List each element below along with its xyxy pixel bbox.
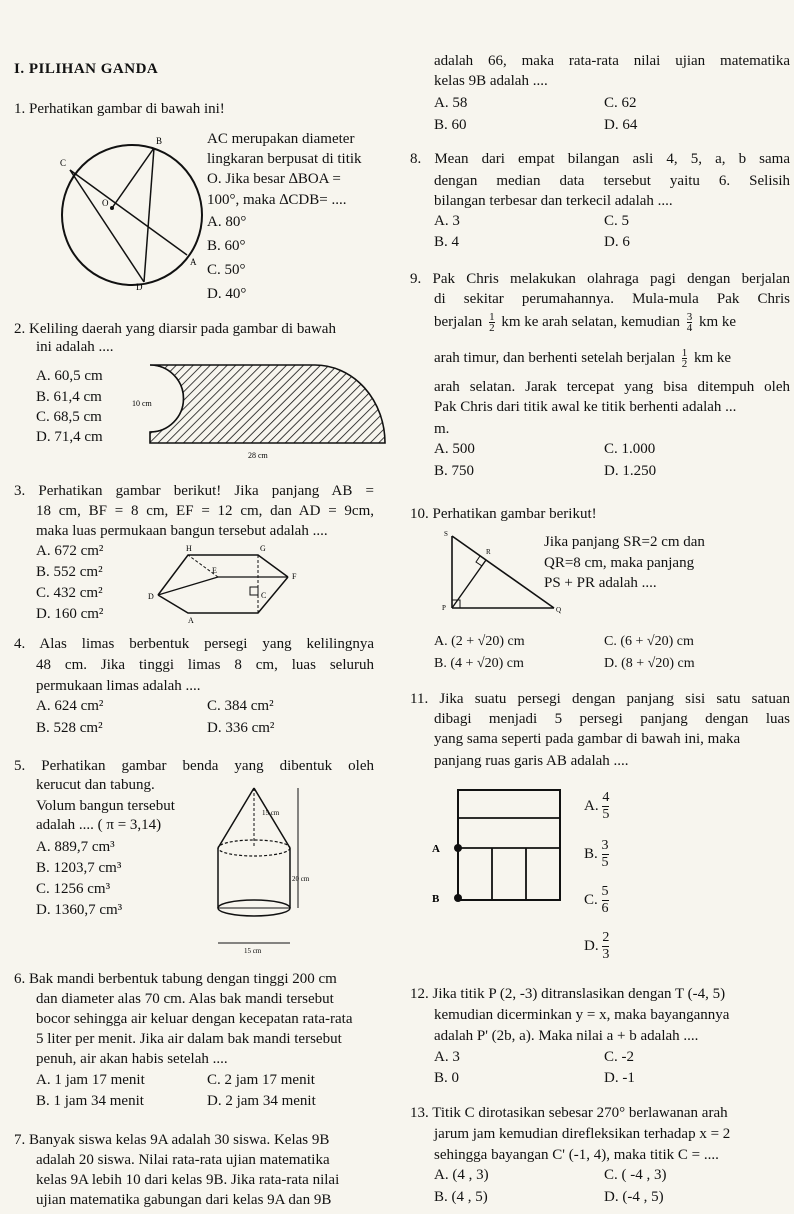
q5-cone-cylinder-figure — [212, 783, 322, 958]
q12-option-d[interactable]: D. -1 — [604, 1070, 635, 1086]
chord-cd — [70, 170, 144, 282]
q1-text-line: lingkaran berpusat di titik — [207, 151, 362, 167]
q9-line-3 — [434, 312, 736, 333]
q10-stem: 10. Perhatikan gambar berikut! — [410, 506, 597, 522]
q3-option-c[interactable]: C. 432 cm² — [36, 585, 103, 601]
q8-line: bilangan terbesar dan terkecil adalah .... — [434, 193, 673, 209]
fraction-denominator: 2 — [681, 358, 688, 370]
q3-line: 3. Perhatikan gambar berikut! Jika panjang AB = — [14, 483, 374, 499]
q12-line: adalah P' (2b, a). Maka nilai a + b adalah .... — [434, 1028, 699, 1044]
q10-option-a[interactable]: A. (2 + √20) cm — [434, 634, 525, 649]
q8-option-d[interactable]: D. 6 — [604, 234, 630, 250]
q7-line: kelas 9A lebih 10 dari kelas 9B. Jika rata-rata nilai — [36, 1172, 340, 1188]
q9-text: berjalan — [434, 313, 483, 330]
q3-line: maka luas permukaan bangun tersebut adalah .... — [36, 523, 328, 539]
option-letter: A. — [584, 797, 599, 814]
label-c: C — [261, 591, 267, 600]
q11-line: dibagi menjadi 5 persegi panjang dengan luas — [434, 711, 790, 727]
fraction-denominator: 3 — [602, 947, 610, 962]
label-d: D — [136, 282, 143, 292]
q9-line-4 — [434, 348, 731, 369]
q6-line: 5 liter per menit. Jika air dalam bak mandi tersebut — [36, 1031, 342, 1047]
q1-option-d[interactable]: D. 40° — [207, 286, 247, 302]
q10-option-c[interactable]: C. (6 + √20) cm — [604, 634, 694, 649]
label-c: C — [60, 158, 67, 168]
label-b: B — [156, 136, 163, 146]
q13-line: jarum jam kemudian direfleksikan terhadap x = 2 — [434, 1126, 731, 1142]
q9-text: km ke — [693, 349, 732, 366]
q10-option-d[interactable]: D. (8 + √20) cm — [604, 656, 695, 671]
label-base: 15 cm — [244, 947, 262, 955]
q13-option-a[interactable]: A. (4 , 3) — [434, 1167, 489, 1183]
diameter-ac — [70, 170, 187, 255]
q6-option-a[interactable]: A. 1 jam 17 menit — [36, 1072, 145, 1088]
label-h: H — [186, 544, 192, 553]
q5-line: kerucut dan tabung. — [36, 777, 155, 793]
q10-option-b[interactable]: B. (4 + √20) cm — [434, 656, 524, 671]
q7-option-b[interactable]: B. 60 — [434, 117, 467, 133]
label-a: A — [188, 616, 194, 625]
q7-cont-line: kelas 9B adalah .... — [434, 73, 548, 89]
q11-line: panjang ruas garis AB adalah .... — [434, 753, 629, 769]
q7-option-c[interactable]: C. 62 — [604, 95, 637, 111]
q4-line: permukaan limas adalah .... — [36, 678, 201, 694]
q12-option-b[interactable]: B. 0 — [434, 1070, 460, 1086]
label-s: S — [444, 530, 448, 538]
q7-line: adalah 20 siswa. Nilai rata-rata ujian matematika — [36, 1152, 330, 1168]
q6-line: penuh, air akan habis setelah .... — [36, 1051, 228, 1067]
q1-option-c[interactable]: C. 50° — [207, 262, 246, 278]
q4-line: 48 cm. Jika tinggi limas 8 cm, luas seluruh — [36, 657, 374, 673]
q1-text-line: 100°, maka ∆CDB= .... — [207, 192, 347, 208]
q11-option-a[interactable] — [584, 790, 609, 823]
label-a: A — [190, 257, 197, 267]
q3-option-d[interactable]: D. 160 cm² — [36, 606, 104, 622]
section-title: I. PILIHAN GANDA — [14, 61, 159, 77]
q3-option-b[interactable]: B. 552 cm² — [36, 564, 103, 580]
q4-option-a[interactable]: A. 624 cm² — [36, 698, 104, 714]
q7-option-d[interactable]: D. 64 — [604, 117, 638, 133]
q2-option-b[interactable]: B. 61,4 cm — [36, 389, 102, 405]
q1-text-line: AC merupakan diameter — [207, 131, 355, 147]
label-f: F — [292, 572, 297, 581]
label-p: P — [442, 604, 446, 612]
fraction-denominator: 6 — [601, 901, 609, 916]
q12-option-a[interactable]: A. 3 — [434, 1049, 460, 1065]
q6-option-c[interactable]: C. 2 jam 17 menit — [207, 1072, 315, 1088]
label-b: B — [432, 893, 440, 905]
q9-line: m. — [434, 421, 450, 437]
q6-line: bocor sehingga air keluar dengan kecepatan rata-rata — [36, 1011, 353, 1027]
option-letter: B. — [584, 845, 598, 862]
q8-line: dengan median data tersebut yaitu 6. Selisih — [434, 173, 790, 189]
q6-line: 6. Bak mandi berbentuk tabung dengan tinggi 200 cm — [14, 971, 337, 987]
q5-line: 5. Perhatikan gambar benda yang dibentuk oleh — [14, 758, 374, 774]
q11-option-d[interactable] — [584, 930, 609, 963]
q12-option-c[interactable]: C. -2 — [604, 1049, 634, 1065]
label-a: A — [432, 843, 440, 855]
option-fraction — [602, 884, 609, 917]
label-width: 28 cm — [248, 451, 268, 460]
fraction-denominator: 5 — [601, 855, 609, 870]
fraction-numerator: 4 — [602, 790, 610, 805]
label-d: D — [148, 592, 154, 601]
q8-option-a[interactable]: A. 3 — [434, 213, 460, 229]
shaded-region — [150, 365, 385, 443]
label-q: Q — [556, 606, 562, 614]
label-height: 10 cm — [132, 399, 152, 408]
q12-line: kemudian dicerminkan y = x, maka bayangannya — [434, 1007, 730, 1023]
q13-line: sehingga bayangan C' (-1, 4), maka titik C = .... — [434, 1147, 719, 1163]
fraction-numerator: 1 — [489, 311, 495, 323]
q5-line: Volum bangun tersebut — [36, 798, 175, 814]
option-letter: D. — [584, 937, 599, 954]
q7-option-a[interactable]: A. 58 — [434, 95, 468, 111]
q10-text-line: Jika panjang SR=2 cm dan — [544, 534, 705, 550]
q9-option-d[interactable]: D. 1.250 — [604, 463, 657, 479]
center-point — [110, 206, 114, 210]
fraction-numerator: 3 — [686, 311, 693, 323]
q7-cont-line: adalah 66, maka rata-rata nilai ujian matematika — [434, 53, 790, 69]
q1-circle-figure — [52, 136, 212, 292]
q5-option-d[interactable]: D. 1360,7 cm³ — [36, 902, 123, 918]
q1-text-line: O. Jika besar ∆BOA = — [207, 171, 341, 187]
chord-bd — [144, 148, 154, 282]
q2-option-a[interactable]: A. 60,5 cm — [36, 368, 103, 384]
fraction-numerator: 3 — [601, 838, 609, 853]
q9-option-b[interactable]: B. 750 — [434, 463, 475, 479]
q9-line: arah selatan. Jarak tercepat yang bisa ditempuh oleh — [434, 379, 790, 395]
q3-line: 18 cm, BF = 8 cm, EF = 12 cm, dan AD = 9cm, — [36, 503, 374, 519]
q9-line: di sekitar perumahannya. Mula-mula Pak Chris — [434, 291, 790, 307]
q9-fraction — [489, 312, 495, 333]
q9-fraction — [682, 348, 688, 369]
q13-option-d[interactable]: D. (-4 , 5) — [604, 1189, 664, 1205]
fraction-denominator: 5 — [602, 807, 610, 822]
q1-option-a[interactable]: A. 80° — [207, 214, 247, 230]
q8-option-c[interactable]: C. 5 — [604, 213, 630, 229]
label-r: R — [486, 548, 491, 556]
q11-square-figure — [426, 786, 566, 916]
q10-text-line: QR=8 cm, maka panjang — [544, 555, 695, 571]
fraction-numerator: 1 — [681, 347, 688, 359]
q3-prism-figure — [148, 545, 308, 625]
q9-text: arah timur, dan berhenti setelah berjalan — [434, 349, 675, 366]
q4-option-d[interactable]: D. 336 cm² — [207, 720, 275, 736]
q2-stem: 2. Keliling daerah yang diarsir pada gambar di bawah — [14, 321, 336, 337]
q9-option-a[interactable]: A. 500 — [434, 441, 475, 457]
label-e: E — [212, 566, 217, 575]
option-fraction — [602, 930, 609, 963]
q2-shaded-figure — [130, 360, 400, 460]
q6-option-d[interactable]: D. 2 jam 34 menit — [207, 1093, 316, 1109]
fraction-denominator: 2 — [489, 322, 495, 334]
q1-stem: 1. Perhatikan gambar di bawah ini! — [14, 101, 225, 117]
q13-line: 13. Titik C dirotasikan sebesar 270° berlawanan arah — [410, 1105, 728, 1121]
q1-option-b[interactable]: B. 60° — [207, 238, 246, 254]
q11-line: 11. Jika suatu persegi dengan panjang sisi satu satuan — [410, 691, 790, 707]
q9-text: km ke arah selatan, kemudian — [501, 313, 680, 330]
q9-option-c[interactable]: C. 1.000 — [604, 441, 656, 457]
q11-option-c[interactable] — [584, 884, 609, 917]
q8-option-b[interactable]: B. 4 — [434, 234, 460, 250]
label-cyl-height: 20 cm — [292, 875, 310, 883]
q9-text: km ke — [699, 313, 737, 330]
q3-option-a[interactable]: A. 672 cm² — [36, 543, 104, 559]
option-letter: C. — [584, 891, 598, 908]
q10-triangle-figure — [436, 530, 566, 615]
q9-fraction — [687, 312, 693, 333]
label-cone-height: 15 cm — [262, 809, 280, 817]
q12-line: 12. Jika titik P (2, -3) ditranslasikan dengan T (-4, 5) — [410, 986, 726, 1002]
q9-line: Pak Chris dari titik awal ke titik berhenti adalah ... — [434, 399, 737, 415]
q13-option-c[interactable]: C. ( -4 , 3) — [604, 1167, 667, 1183]
q4-line: 4. Alas limas berbentuk persegi yang kelilingnya — [14, 636, 374, 652]
q11-line: yang sama seperti pada gambar di bawah ini, maka — [434, 731, 741, 747]
q11-option-b[interactable] — [584, 838, 609, 871]
option-fraction — [602, 790, 609, 823]
q7-line: 7. Banyak siswa kelas 9A adalah 30 siswa. Kelas 9B — [14, 1132, 330, 1148]
q5-option-b[interactable]: B. 1203,7 cm³ — [36, 860, 122, 876]
q5-line: adalah .... ( π = 3,14) — [36, 817, 162, 833]
q2-option-d[interactable]: D. 71,4 cm — [36, 429, 103, 445]
q7-line: ujian matematika gabungan dari kelas 9A dan 9B — [36, 1192, 332, 1208]
q5-option-a[interactable]: A. 889,7 cm³ — [36, 839, 115, 855]
fraction-numerator: 2 — [602, 930, 610, 945]
q13-option-b[interactable]: B. (4 , 5) — [434, 1189, 488, 1205]
fraction-numerator: 5 — [601, 884, 609, 899]
fraction-denominator: 4 — [686, 322, 693, 334]
label-g: G — [260, 544, 266, 553]
option-fraction — [602, 838, 609, 871]
q4-option-c[interactable]: C. 384 cm² — [207, 698, 274, 714]
chord-bo — [112, 148, 154, 208]
q2-option-c[interactable]: C. 68,5 cm — [36, 409, 102, 425]
q9-line: 9. Pak Chris melakukan olahraga pagi dengan berjalan — [410, 271, 790, 287]
q6-option-b[interactable]: B. 1 jam 34 menit — [36, 1093, 144, 1109]
q2-stem-cont: ini adalah .... — [36, 339, 114, 355]
q10-text-line: PS + PR adalah .... — [544, 575, 657, 591]
label-o: O — [102, 198, 109, 208]
q8-line: 8. Mean dari empat bilangan asli 4, 5, a, b sama — [410, 151, 790, 167]
q5-option-c[interactable]: C. 1256 cm³ — [36, 881, 111, 897]
q6-line: dan diameter alas 70 cm. Alas bak mandi tersebut — [36, 991, 334, 1007]
q4-option-b[interactable]: B. 528 cm² — [36, 720, 103, 736]
